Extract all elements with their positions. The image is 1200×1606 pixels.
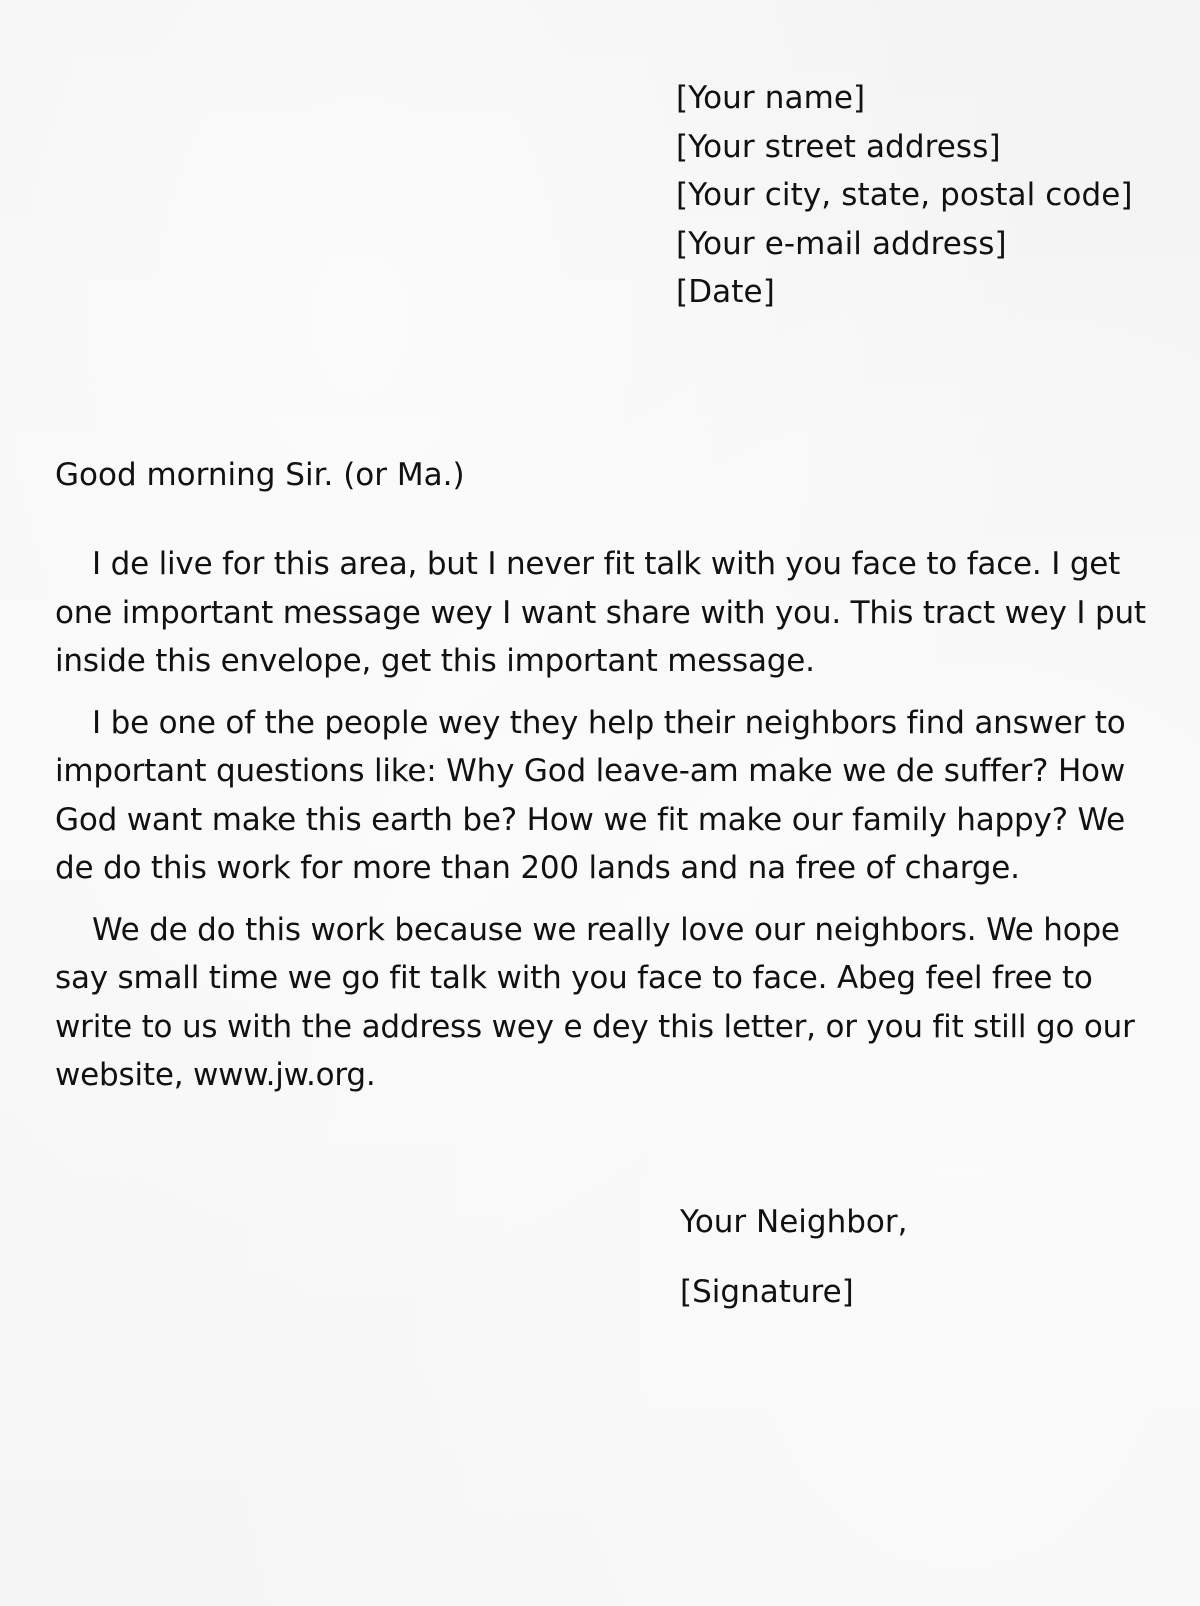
signature: [Signature]	[680, 1274, 854, 1310]
body-paragraph-3: We de do this work because we really love our neighbors. We hope say small time we go fit talk with you face to face. Abeg feel free to write to us with the address wey e dey this letter, or you fit still go our website, www.jw.org.	[55, 911, 1135, 1093]
letter-body	[55, 540, 1155, 1113]
salutation: Good morning Sir. (or Ma.)	[55, 457, 465, 493]
sender-address-block	[676, 74, 1133, 317]
letter-date: [Date]	[676, 274, 775, 310]
sender-city-state-postal: [Your city, state, postal code]	[676, 177, 1133, 213]
body-paragraph-2: I be one of the people wey they help their neighbors find answer to important questions like: Why God leave-am make we de suffer? How God want make this earth be? How we fit make our family happy? We de do this work for more than 200 lands and na free of charge.	[55, 704, 1126, 886]
sender-email: [Your e-mail address]	[676, 225, 1007, 262]
body-paragraph-1: I de live for this area, but I never fit talk with you face to face. I get one important message wey I want share with you. This tract wey I put inside this envelope, get this important message.	[55, 546, 1146, 679]
sender-street-address: [Your street address]	[676, 128, 1001, 165]
sender-name: [Your name]	[676, 80, 866, 116]
closing-block	[680, 1202, 907, 1312]
closing: Your Neighbor,	[680, 1204, 908, 1240]
